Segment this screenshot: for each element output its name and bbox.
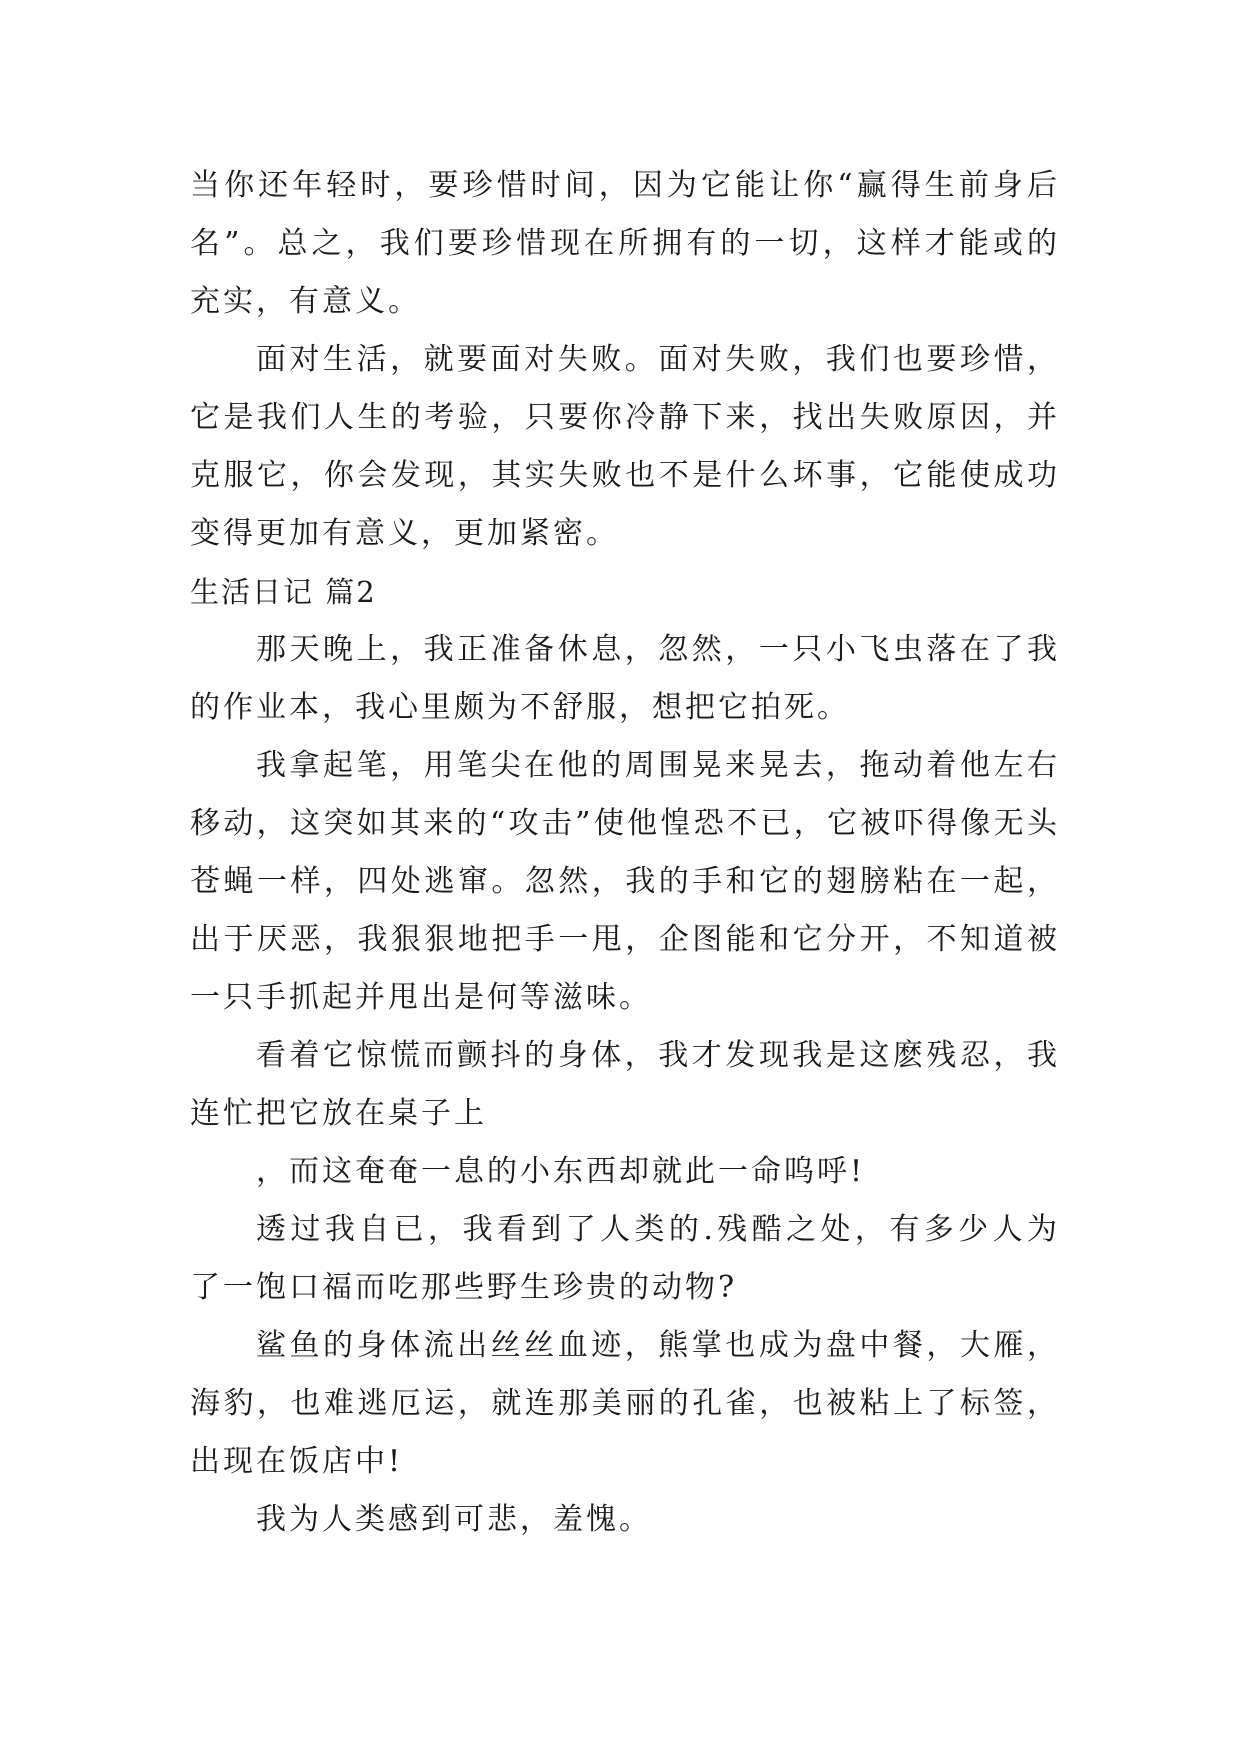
section-heading: 生活日记 篇2 — [190, 575, 377, 609]
paragraph: 那天晚上，我正准备休息，忽然，一只小飞虫落在了我的作业本，我心里颇为不舒服，想把它拍死。 — [190, 632, 1060, 725]
paragraph: 我拿起笔，用笔尖在他的周围晃来晃去，拖动着他左右移动，这突如其来的“攻击”使他惶恐不已，它被吓得像无头苍蝇一样，四处逃窜。忽然，我的手和它的翅膀粘在一起，出于厌恶，我狠狠地把手一甩，企图能和它分开，不知道被一只手抓起并甩出是何等滋味。 — [190, 748, 1060, 1015]
paragraph: 我为人类感到可悲，羞愧。 — [256, 1502, 652, 1537]
paragraph: 当你还年轻时，要珍惜时间，因为它能让你“赢得生前身后名”。总之，我们要珍惜现在所拥有的一切，这样才能或的充实，有意义。 — [190, 168, 1060, 319]
paragraph: 鲨鱼的身体流出丝丝血迹，熊掌也成为盘中餐，大雁，海豹，也难逃厄运，就连那美丽的孔雀，也被粘上了标签，出现在饭店中! — [190, 1328, 1060, 1479]
paragraph: 透过我自已，我看到了人类的.残酷之处，有多少人为了一饱口福而吃那些野生珍贵的动物? — [190, 1212, 1060, 1305]
paragraph: 面对生活，就要面对失败。面对失败，我们也要珍惜，它是我们人生的考验，只要你冷静下来，找出失败原因，并克服它，你会发现，其实失败也不是什么坏事，它能使成功变得更加有意义，更加紧密。 — [190, 342, 1060, 551]
document-page — [190, 157, 1060, 1549]
paragraph: 看着它惊慌而颤抖的身体，我才发现我是这麽残忍，我连忙把它放在桌子上 — [190, 1038, 1060, 1131]
paragraph: ，而这奄奄一息的小东西却就此一命呜呼! — [256, 1154, 866, 1189]
